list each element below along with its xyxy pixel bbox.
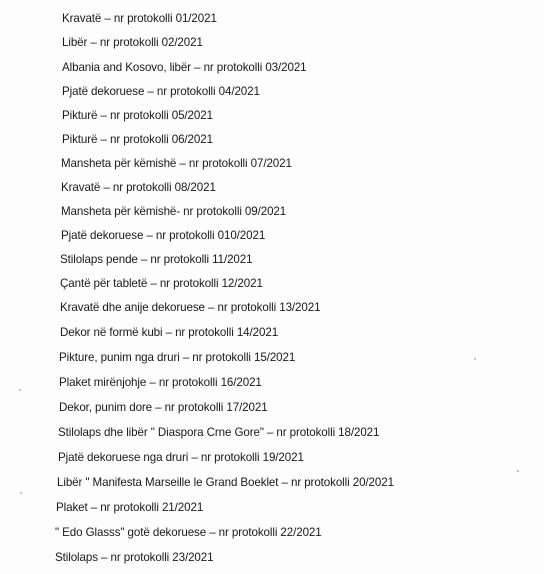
list-item: Çantë për tabletë – nr protokolli 12/2021 — [60, 277, 263, 290]
list-item: Pikturë – nr protokolli 05/2021 — [62, 109, 213, 122]
list-item: Plaket – nr protokolli 21/2021 — [56, 501, 204, 514]
list-item: Pjatë dekoruese – nr protokolli 04/2021 — [62, 85, 260, 98]
list-item: Plaket mirënjohje – nr protokolli 16/2021 — [59, 376, 262, 389]
scan-speck — [474, 358, 476, 360]
list-item: Kravatë dhe anije dekoruese – nr protokolli 13/2021 — [60, 301, 321, 314]
list-item: Libër " Manifesta Marseille le Grand Boeklet – nr protokolli 20/2021 — [57, 476, 394, 489]
list-item: Mansheta për këmishë – nr protokolli 07/2021 — [61, 157, 292, 170]
scan-speck — [20, 492, 22, 494]
list-item: Mansheta për këmishë- nr protokolli 09/2021 — [61, 205, 287, 218]
list-item: Pjatë dekoruese nga druri – nr protokolli 19/2021 — [58, 451, 304, 464]
list-item: Libër – nr protokolli 02/2021 — [62, 36, 203, 49]
list-item: Dekor, punim dore – nr protokolli 17/2021 — [59, 401, 268, 414]
scan-speck — [517, 470, 519, 472]
list-item: Kravatë – nr protokolli 01/2021 — [62, 12, 217, 25]
list-item: Stilolaps – nr protokolli 23/2021 — [55, 551, 214, 564]
list-item: " Edo Glasss" gotë dekoruese – nr protokolli 22/2021 — [55, 526, 322, 539]
scan-speck — [19, 389, 21, 391]
list-item: Kravatë – nr protokolli 08/2021 — [61, 181, 216, 194]
list-item: Pikturë – nr protokolli 06/2021 — [62, 133, 213, 146]
list-item: Dekor në formë kubi – nr protokolli 14/2021 — [60, 326, 279, 339]
list-item: Pikture, punim nga druri – nr protokolli 15/2021 — [59, 351, 296, 364]
list-item: Stilolaps pende – nr protokolli 11/2021 — [60, 253, 253, 266]
list-item: Stilolaps dhe libër " Diaspora Crne Gore" – nr protokolli 18/2021 — [58, 426, 380, 439]
list-item: Pjatë dekoruese – nr protokolli 010/2021 — [61, 229, 266, 242]
list-item: Albania and Kosovo, libër – nr protokolli 03/2021 — [62, 61, 307, 74]
